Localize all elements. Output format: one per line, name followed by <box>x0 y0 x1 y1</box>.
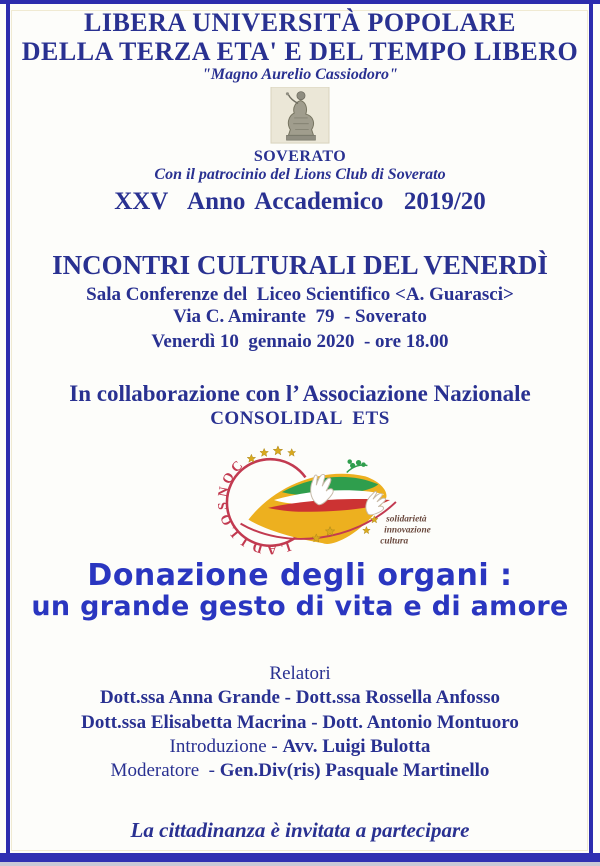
moderator-name: Gen.Div(ris) Pasquale Martinello <box>219 760 490 782</box>
frame-bottom-border <box>0 853 600 862</box>
organization-name-line2: DELLA TERZA ETA' E DEL TEMPO LIBERO <box>21 37 579 67</box>
logo-letter: L <box>279 538 293 556</box>
logo-letter: L <box>225 523 243 541</box>
frame-bottom-shadow <box>0 862 600 866</box>
logo-letter: I <box>238 533 251 550</box>
event-series-title: INCONTRI CULTURALI DEL VENERDÌ <box>52 249 548 280</box>
city-label: SOVERATO <box>253 147 347 165</box>
logo-letter: D <box>250 538 265 557</box>
collaboration-line: In collaborazione con l’ Associazione Nazionale <box>69 381 531 407</box>
event-date-time: Venerdì 10 gennaio 2020 - ore 18.00 <box>151 330 449 352</box>
patronage-line: Con il patrocinio del Lions Club di Soverato <box>154 165 446 183</box>
logo-letter: N <box>214 485 232 498</box>
moderator-label: Moderatore - <box>110 760 220 782</box>
sprig-icon <box>347 459 368 472</box>
speakers-block <box>0 662 600 784</box>
logo-letter: O <box>218 469 238 486</box>
introduction-row <box>0 735 600 759</box>
collaboration-association: CONSOLIDAL ETS <box>210 407 390 429</box>
logo-letter: C <box>227 457 246 475</box>
event-address: Via C. Amirante 79 - Soverato <box>173 306 427 328</box>
event-venue: Sala Conferenze del Liceo Scientifico <A. Guarasci> <box>86 283 514 305</box>
introduction-label: Introduzione - <box>169 735 283 757</box>
logo-letter: O <box>217 511 236 528</box>
tagline-line: solidarietà <box>386 514 427 525</box>
cassiodoro-emblem-icon <box>0 87 600 145</box>
speakers-heading: Relatori <box>269 662 331 684</box>
topic-title-line2: un grande gesto di vita e di amore <box>31 591 569 623</box>
tagline-line: cultura <box>380 535 409 546</box>
introduction-name: Avv. Luigi Bulotta <box>282 735 431 757</box>
speakers-row: Dott.ssa Anna Grande - Dott.ssa Rossella Anfosso <box>99 687 501 709</box>
logo-tagline <box>380 514 431 546</box>
topic-title-line1: Donazione degli organi : <box>87 557 513 593</box>
organization-name-line1: LIBERA UNIVERSITÀ POPOLARE <box>84 8 516 37</box>
academic-year-line: XXV Anno Accademico 2019/20 <box>114 188 486 216</box>
organization-subtitle: "Magno Aurelio Cassiodoro" <box>202 66 398 84</box>
logo-letter: A <box>266 541 278 557</box>
moderator-row <box>0 759 600 783</box>
consolidal-logo <box>203 441 463 559</box>
tagline-line: innovazione <box>384 525 431 536</box>
invitation-line: La cittadinanza è invitata a partecipare <box>130 817 470 842</box>
speakers-row: Dott.ssa Elisabetta Macrina - Dott. Antonio Montuoro <box>81 711 519 733</box>
logo-letter: S <box>214 501 231 511</box>
